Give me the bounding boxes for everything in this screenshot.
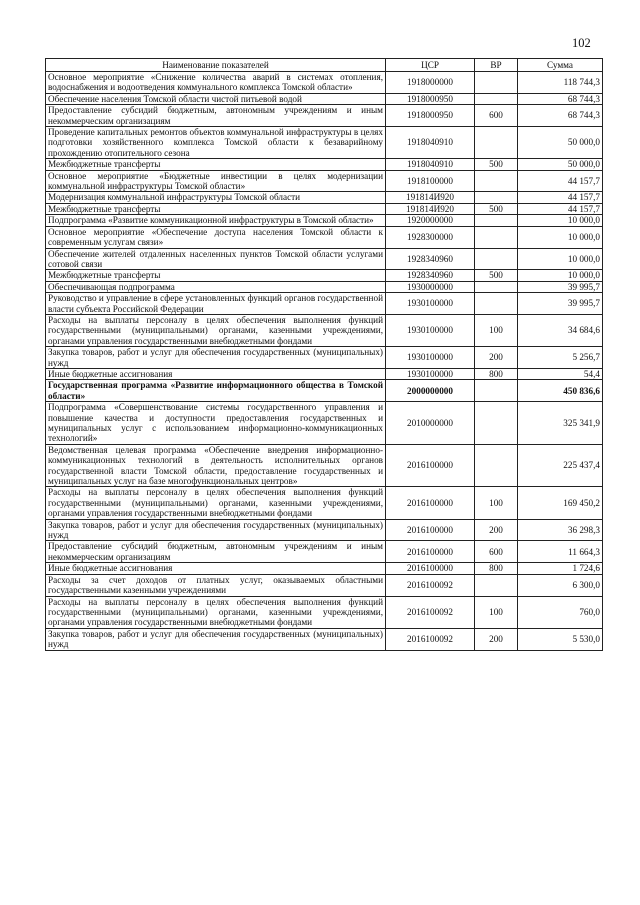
cell-vr: 800 (475, 368, 518, 379)
cell-csr: 2016100000 (386, 444, 475, 487)
table-row (46, 72, 603, 94)
cell-sum: 11 664,3 (518, 541, 603, 563)
table-row (46, 563, 603, 574)
cell-sum: 44 157,7 (518, 203, 603, 214)
cell-name: Межбюджетные трансферты (46, 159, 386, 170)
cell-name: Основное мероприятие «Обеспечение доступа населения Томской области к современным услугам связи» (46, 226, 386, 248)
cell-name: Межбюджетные трансферты (46, 203, 386, 214)
cell-name: Ведомственная целевая программа «Обеспечение внедрения информационно-коммуникационных технологий в деятельность исполнительных органов государственной власти Томской области, предоставление государственных и муниципальных услуг на базе многофункциональных центров» (46, 444, 386, 487)
cell-csr: 1918000950 (386, 93, 475, 104)
cell-sum: 760,0 (518, 596, 603, 628)
cell-sum: 325 341,9 (518, 402, 603, 445)
cell-sum: 36 298,3 (518, 519, 603, 541)
cell-sum: 10 000,0 (518, 215, 603, 226)
table-row (46, 596, 603, 628)
cell-vr (475, 215, 518, 226)
cell-vr (475, 380, 518, 402)
cell-name: Иные бюджетные ассигнования (46, 368, 386, 379)
cell-vr: 100 (475, 487, 518, 519)
cell-name: Обеспечивающая подпрограмма (46, 281, 386, 292)
cell-name: Государственная программа «Развитие информационного общества в Томской области» (46, 380, 386, 402)
cell-vr (475, 170, 518, 192)
table-row (46, 226, 603, 248)
cell-sum: 10 000,0 (518, 248, 603, 270)
table-row (46, 293, 603, 315)
table-row (46, 347, 603, 369)
table-row (46, 368, 603, 379)
table-row (46, 215, 603, 226)
cell-vr: 100 (475, 314, 518, 346)
cell-csr: 2016100000 (386, 487, 475, 519)
cell-name: Расходы на выплаты персоналу в целях обеспечения выполнения функций государственными (муниципальными) органами, казенными учреждениями, органами управления государственными внебюджетными фондами (46, 314, 386, 346)
cell-name: Предоставление субсидий бюджетным, автономным учреждениям и иным некоммерческим организациям (46, 541, 386, 563)
table-row (46, 105, 603, 127)
cell-sum: 39 995,7 (518, 293, 603, 315)
cell-csr: 1930100000 (386, 293, 475, 315)
cell-vr: 200 (475, 628, 518, 650)
cell-sum: 118 744,3 (518, 72, 603, 94)
cell-vr (475, 93, 518, 104)
cell-name: Расходы на выплаты персоналу в целях обеспечения выполнения функций государственными (муниципальными) органами, казенными учреждениями, органами управления государственными внебюджетными фондами (46, 487, 386, 519)
cell-name: Руководство и управление в сфере установленных функций органов государственной власти субъекта Российской Федерации (46, 293, 386, 315)
cell-sum: 54,4 (518, 368, 603, 379)
cell-csr: 2016100000 (386, 563, 475, 574)
cell-csr: 2010000000 (386, 402, 475, 445)
cell-vr (475, 248, 518, 270)
table-row (46, 380, 603, 402)
table-row (46, 628, 603, 650)
cell-name: Закупка товаров, работ и услуг для обеспечения государственных (муниципальных) нужд (46, 628, 386, 650)
cell-vr: 200 (475, 519, 518, 541)
table-row (46, 127, 603, 159)
table-body (46, 72, 603, 651)
cell-name: Закупка товаров, работ и услуг для обеспечения государственных (муниципальных) нужд (46, 519, 386, 541)
table-row (46, 541, 603, 563)
cell-vr (475, 402, 518, 445)
cell-vr (475, 444, 518, 487)
cell-name: Подпрограмма «Совершенствование системы государственного управления и повышение качества и доступности предоставления государственных и муниципальных услуг с использованием информационно-коммуникационных технологий» (46, 402, 386, 445)
cell-sum: 225 437,4 (518, 444, 603, 487)
cell-vr (475, 574, 518, 596)
cell-vr: 600 (475, 105, 518, 127)
header-name: Наименование показателей (46, 59, 386, 72)
cell-vr: 100 (475, 596, 518, 628)
table-row (46, 170, 603, 192)
table-row (46, 192, 603, 203)
table-row (46, 444, 603, 487)
table-row (46, 203, 603, 214)
header-csr: ЦСР (386, 59, 475, 72)
cell-vr: 500 (475, 159, 518, 170)
cell-name: Иные бюджетные ассигнования (46, 563, 386, 574)
cell-sum: 50 000,0 (518, 127, 603, 159)
cell-csr: 1930100000 (386, 314, 475, 346)
cell-csr: 191814И920 (386, 203, 475, 214)
cell-vr: 500 (475, 203, 518, 214)
cell-csr: 2016100092 (386, 574, 475, 596)
table-row (46, 314, 603, 346)
cell-name: Обеспечение населения Томской области чистой питьевой водой (46, 93, 386, 104)
cell-csr: 1918100000 (386, 170, 475, 192)
cell-sum: 169 450,2 (518, 487, 603, 519)
budget-table (45, 58, 603, 651)
cell-name: Подпрограмма «Развитие коммуникационной инфраструктуры в Томской области» (46, 215, 386, 226)
cell-sum: 44 157,7 (518, 170, 603, 192)
cell-csr: 1918000000 (386, 72, 475, 94)
table-row (46, 519, 603, 541)
cell-csr: 2016100000 (386, 541, 475, 563)
cell-sum: 6 300,0 (518, 574, 603, 596)
cell-csr: 2016100092 (386, 596, 475, 628)
cell-vr (475, 192, 518, 203)
cell-csr: 1920000000 (386, 215, 475, 226)
cell-sum: 10 000,0 (518, 270, 603, 281)
table-row (46, 281, 603, 292)
page-number: 102 (572, 36, 591, 50)
cell-vr (475, 226, 518, 248)
cell-name: Межбюджетные трансферты (46, 270, 386, 281)
header-sum: Сумма (518, 59, 603, 72)
cell-sum: 450 836,6 (518, 380, 603, 402)
table-row (46, 270, 603, 281)
cell-vr: 600 (475, 541, 518, 563)
cell-sum: 44 157,7 (518, 192, 603, 203)
cell-name: Предоставление субсидий бюджетным, автономным учреждениям и иным некоммерческим организациям (46, 105, 386, 127)
cell-sum: 39 995,7 (518, 281, 603, 292)
cell-sum: 1 724,6 (518, 563, 603, 574)
cell-csr: 1918040910 (386, 159, 475, 170)
cell-sum: 68 744,3 (518, 105, 603, 127)
cell-csr: 1928340960 (386, 270, 475, 281)
cell-sum: 34 684,6 (518, 314, 603, 346)
table-row (46, 93, 603, 104)
cell-name: Расходы на выплаты персоналу в целях обеспечения выполнения функций государственными (муниципальными) органами, казенными учреждениями, органами управления государственными внебюджетными фондами (46, 596, 386, 628)
cell-vr (475, 293, 518, 315)
cell-sum: 5 256,7 (518, 347, 603, 369)
cell-name: Расходы за счет доходов от платных услуг, оказываемых областными государственными казенными учреждениями (46, 574, 386, 596)
cell-name: Основное мероприятие «Бюджетные инвестиции в целях модернизации коммунальной инфраструктуры Томской области» (46, 170, 386, 192)
header-vr: ВР (475, 59, 518, 72)
cell-csr: 2016100092 (386, 628, 475, 650)
cell-csr: 1930000000 (386, 281, 475, 292)
cell-csr: 1928340960 (386, 248, 475, 270)
table-row (46, 248, 603, 270)
cell-vr: 500 (475, 270, 518, 281)
cell-csr: 191814И920 (386, 192, 475, 203)
cell-csr: 1918040910 (386, 127, 475, 159)
cell-csr: 1930100000 (386, 347, 475, 369)
cell-name: Модернизация коммунальной инфраструктуры Томской области (46, 192, 386, 203)
cell-name: Закупка товаров, работ и услуг для обеспечения государственных (муниципальных) нужд (46, 347, 386, 369)
cell-name: Проведение капитальных ремонтов объектов коммунальной инфраструктуры в целях подготовки хозяйственного комплекса Томской области к безаварийному прохождению отопительного сезона (46, 127, 386, 159)
cell-csr: 2000000000 (386, 380, 475, 402)
table-row (46, 574, 603, 596)
cell-vr: 800 (475, 563, 518, 574)
cell-name: Основное мероприятие «Снижение количества аварий в системах отопления, водоснабжения и водоотведения коммунального комплекса Томской области» (46, 72, 386, 94)
table-row (46, 487, 603, 519)
cell-sum: 5 530,0 (518, 628, 603, 650)
table-row (46, 402, 603, 445)
cell-vr (475, 127, 518, 159)
cell-name: Обеспечение жителей отдаленных населенных пунктов Томской области услугами сотовой связи (46, 248, 386, 270)
cell-vr: 200 (475, 347, 518, 369)
cell-vr (475, 281, 518, 292)
cell-sum: 68 744,3 (518, 93, 603, 104)
cell-csr: 2016100000 (386, 519, 475, 541)
table-row (46, 159, 603, 170)
cell-sum: 50 000,0 (518, 159, 603, 170)
table-header-row (46, 59, 603, 72)
cell-vr (475, 72, 518, 94)
cell-csr: 1928300000 (386, 226, 475, 248)
cell-csr: 1918000950 (386, 105, 475, 127)
cell-sum: 10 000,0 (518, 226, 603, 248)
cell-csr: 1930100000 (386, 368, 475, 379)
